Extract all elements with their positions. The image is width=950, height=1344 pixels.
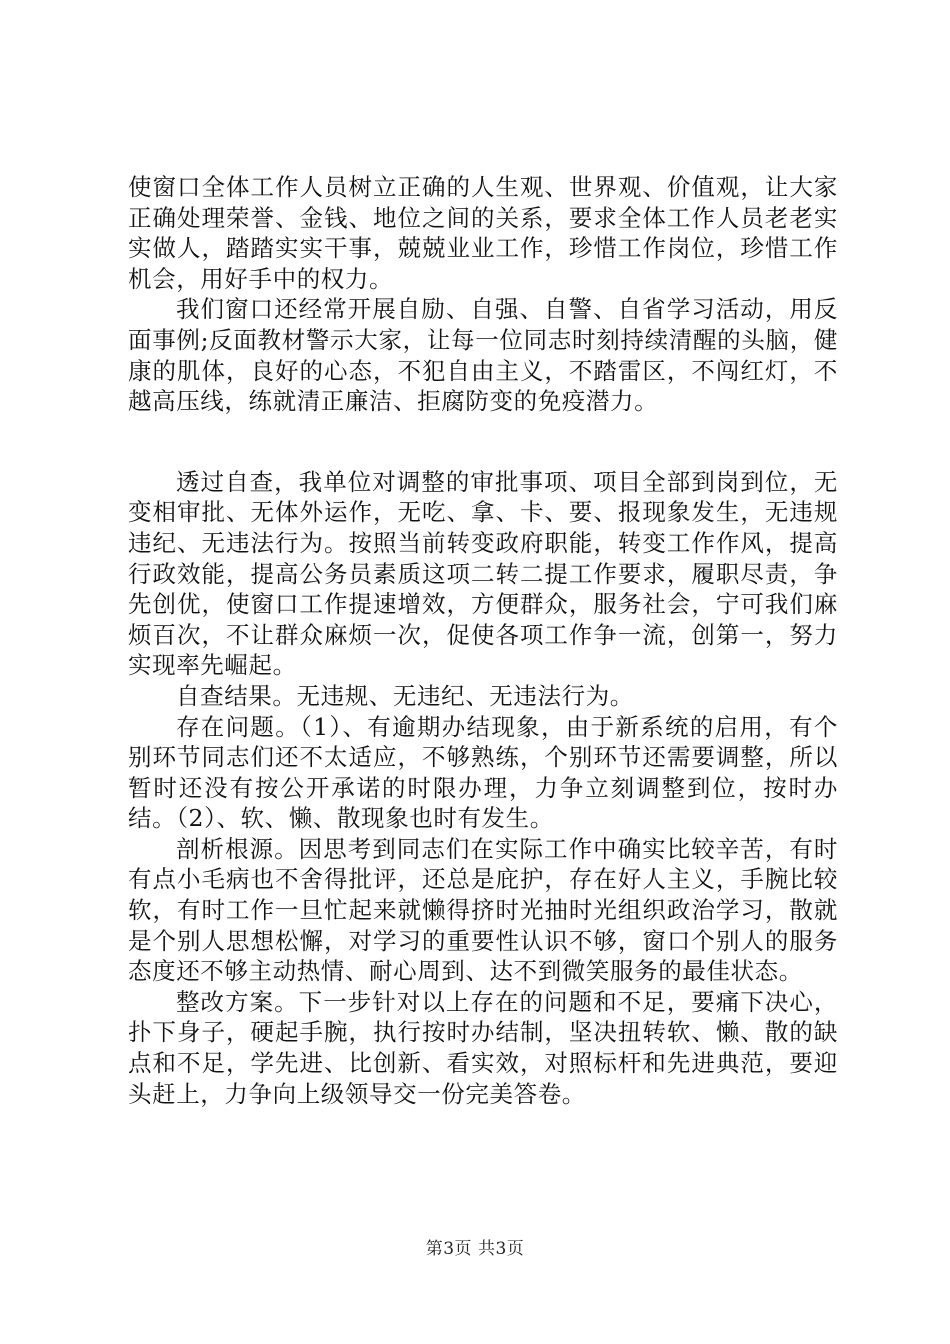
paragraph-self-study: 我们窗口还经常开展自励、自强、自警、自省学习活动，用反面事例;反面教材警示大家，让每一位同志时刻持续清醒的头脑，健康的肌体，良好的心态，不犯自由主义，不踏雷区，不闯红灯，不越高压线，练就清正廉洁、拒腐防变的免疫潜力。 bbox=[128, 295, 838, 416]
paragraph-continued: 使窗口全体工作人员树立正确的人生观、世界观、价值观，让大家正确处理荣誉、金钱、地位之间的关系，要求全体工作人员老老实实做人，踏踏实实干事，兢兢业业工作，珍惜工作岗位，珍惜工作机会，用好手中的权力。 bbox=[128, 173, 838, 293]
paragraph-inspection-result: 自查结果。无违规、无违纪、无违法行为。 bbox=[176, 681, 634, 710]
page-footer: 第3页 共3页 bbox=[425, 1239, 525, 1259]
paragraph-root-cause: 剖析根源。因思考到同志们在实际工作中确实比较辛苦，有时有点小毛病也不舍得批评，还总是庇护，存在好人主义，手腕比较软，有时工作一旦忙起来就懒得挤时光抽时光组织政治学习，散就是个别人思想松懈，对学习的重要性认识不够，窗口个别人的服务态度还不够主动热情、耐心周到、达不到微笑服务的最佳状态。 bbox=[128, 834, 838, 986]
paragraph-existing-problems: 存在问题。（1）、有逾期办结现象，由于新系统的启用，有个别环节同志们还不太适应，不够熟练，个别环节还需要调整，所以暂时还没有按公开承诺的时限办理，力争立刻调整到位，按时办结。（2）、软、懒、散现象也时有发生。 bbox=[128, 712, 838, 833]
document-body bbox=[128, 172, 838, 1109]
paragraph-rectification-plan: 整改方案。下一步针对以上存在的问题和不足，要痛下决心，扑下身子，硬起手腕，执行按时办结制，坚决扭转软、懒、散的缺点和不足，学先进、比创新、看实效，对照标杆和先进典范，要迎头赶上，力争向上级领导交一份完美答卷。 bbox=[128, 987, 838, 1108]
paragraph-self-inspection: 透过自查，我单位对调整的审批事项、项目全部到岗到位，无变相审批、无体外运作，无吃、拿、卡、要、报现象发生，无违规违纪、无违法行为。按照当前转变政府职能，转变工作作风，提高行政效能，提高公务员素质这项二转二提工作要求，履职尽责，争先创优，使窗口工作提速增效，方便群众，服务社会，宁可我们麻烦百次，不让群众麻烦一次，促使各项工作争一流，创第一，努力实现率先崛起。 bbox=[128, 467, 838, 680]
